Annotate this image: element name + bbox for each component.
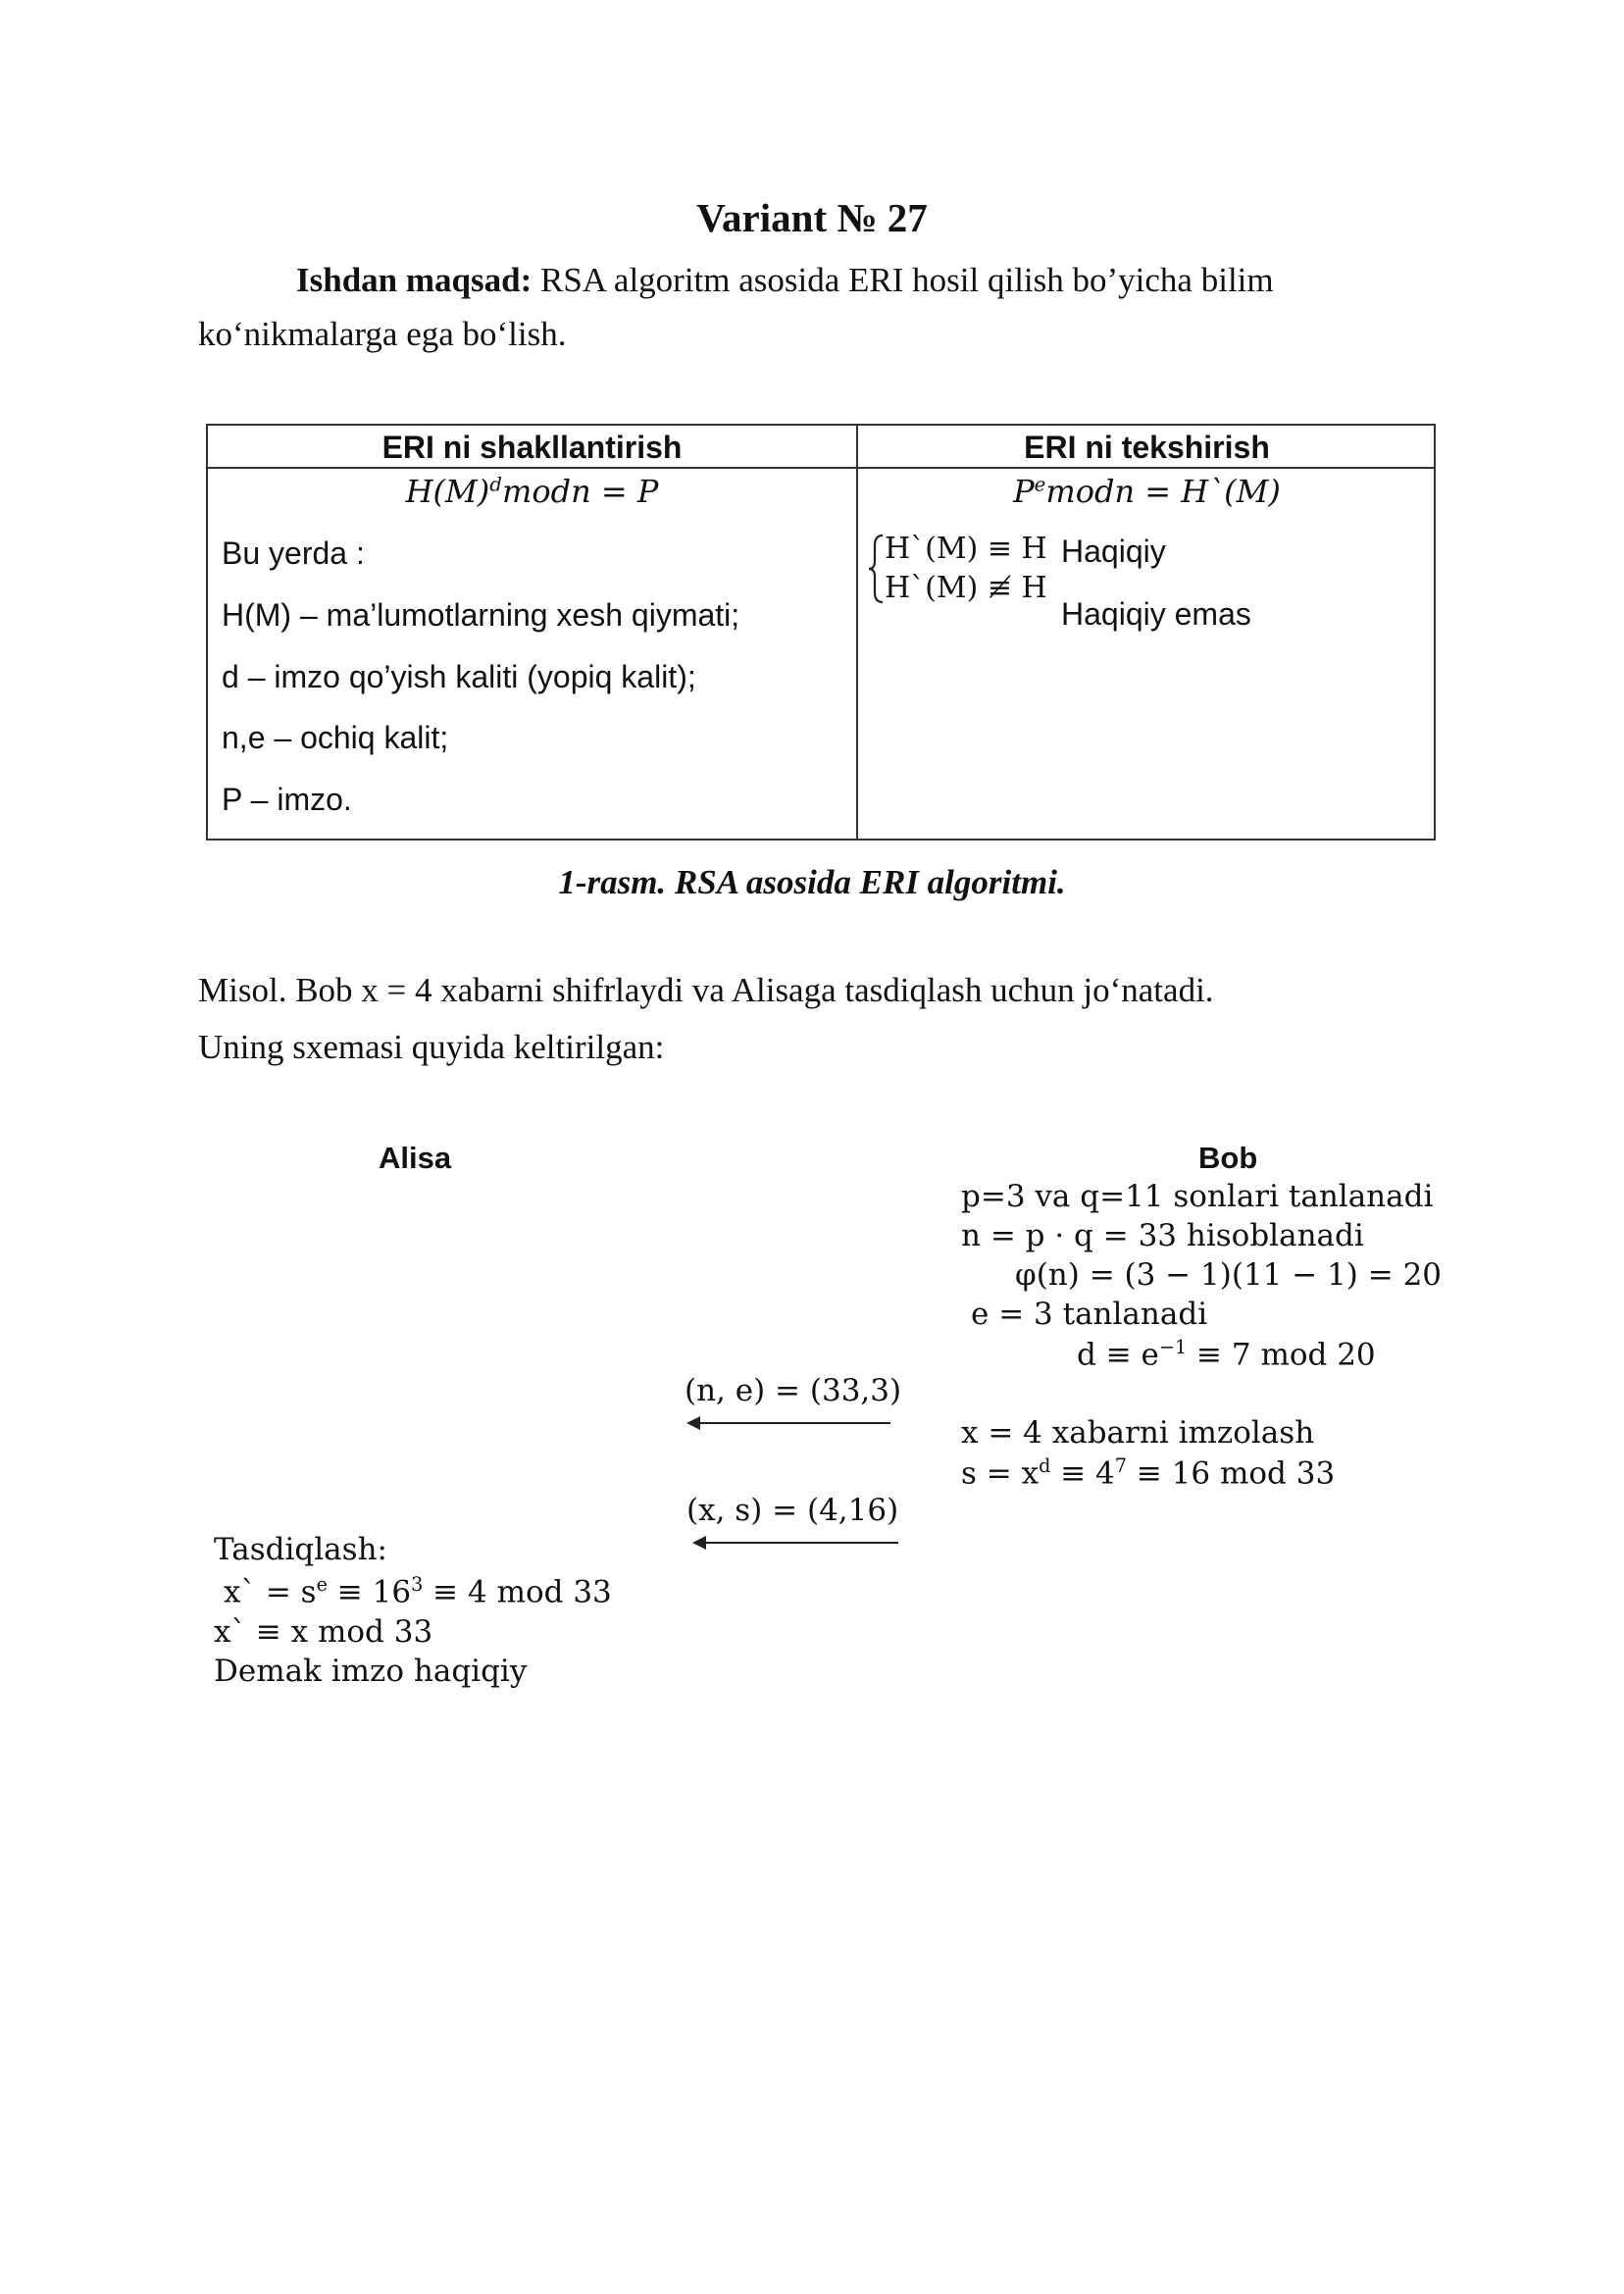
alice-label: Alisa	[379, 1141, 452, 1175]
example-line-2: Uning sxemasi quyida keltirilgan:	[198, 1028, 665, 1066]
bob-step-compute-d: $d \equiv e^{-1} \equiv 7$ mod 20	[1077, 1336, 1376, 1373]
goal-line-2: ko‘nikmalarga ega bo‘lish.	[198, 315, 567, 353]
header-signing: ERI ni shakllantirish	[381, 430, 683, 465]
curly-brace-icon	[867, 534, 885, 604]
legend-line-2: H(M) – ma’lumotlarning xesh qiymati;	[222, 597, 740, 633]
verify-heading: Tasdiqlash:	[214, 1532, 387, 1567]
example-line-1: Misol. Bob x = 4 xabarni shifrlaydi va Alisaga tasdiqlash uchun jo‘natadi.	[198, 971, 1214, 1009]
message-signed: (x, s) = (4,16)	[686, 1493, 899, 1528]
message-public-key: (n, e) = (33,3)	[685, 1373, 902, 1408]
verify-step-compute: x` = $s^e \equiv 16^3 \equiv 4$ mod 33	[224, 1573, 612, 1610]
header-verifying: ERI ni tekshirish	[1024, 430, 1270, 465]
arrow-left-icon	[686, 1416, 700, 1430]
figure-caption: 1-rasm. RSA asosida ERI algoritmi.	[558, 863, 1066, 901]
bob-step-choose-e: e = 3 tanlanadi	[971, 1297, 1208, 1332]
goal-text-1: RSA algoritm asosida ERI hosil qilish bo’yicha bilim	[532, 261, 1274, 299]
legend-line-5: P – imzo.	[222, 782, 352, 817]
bob-step-choose-primes: p=3 va q=11 sonlari tanlanadi	[961, 1179, 1434, 1214]
bob-step-compute-n: n = p · q = 33 hisoblanadi	[961, 1218, 1364, 1253]
legend-line-1: Bu yerda :	[222, 535, 365, 571]
table-header-divider	[208, 467, 1434, 469]
signing-formula: $H(M)^dmodn = P$	[405, 473, 659, 510]
verify-formula: $P^emodn$ = H`(M)	[1013, 473, 1281, 510]
bob-label: Bob	[1198, 1141, 1258, 1175]
arrow-signed-message	[702, 1542, 898, 1544]
page-title: Variant № 27	[696, 195, 928, 240]
eri-table	[206, 424, 1436, 841]
arrow-left-icon	[692, 1536, 706, 1550]
outcome-invalid: Haqiqiy emas	[1061, 596, 1251, 632]
verify-conclusion: Demak imzo haqiqiy	[214, 1654, 528, 1689]
verify-step-compare: x` ≡ x mod 33	[214, 1614, 433, 1650]
goal-line-1	[296, 253, 1274, 308]
bob-step-sign-message: x = 4 xabarni imzolash	[961, 1415, 1315, 1451]
case-valid: H`(M) ≡ H	[885, 532, 1047, 566]
arrow-public-key	[696, 1422, 890, 1424]
bob-step-signature: $s = x^d \equiv 4^7 \equiv 16$ mod 33	[961, 1454, 1336, 1492]
legend-line-4: n,e – ochiq kalit;	[222, 720, 449, 755]
bob-step-phi: φ(n) = (3 − 1)(11 − 1) = 20	[1015, 1257, 1443, 1293]
case-invalid: H`(M) ≢ H	[885, 571, 1047, 605]
legend-line-3: d – imzo qo’yish kaliti (yopiq kalit);	[222, 659, 696, 694]
outcome-valid: Haqiqiy	[1061, 534, 1166, 569]
goal-label: Ishdan maqsad:	[296, 261, 533, 299]
